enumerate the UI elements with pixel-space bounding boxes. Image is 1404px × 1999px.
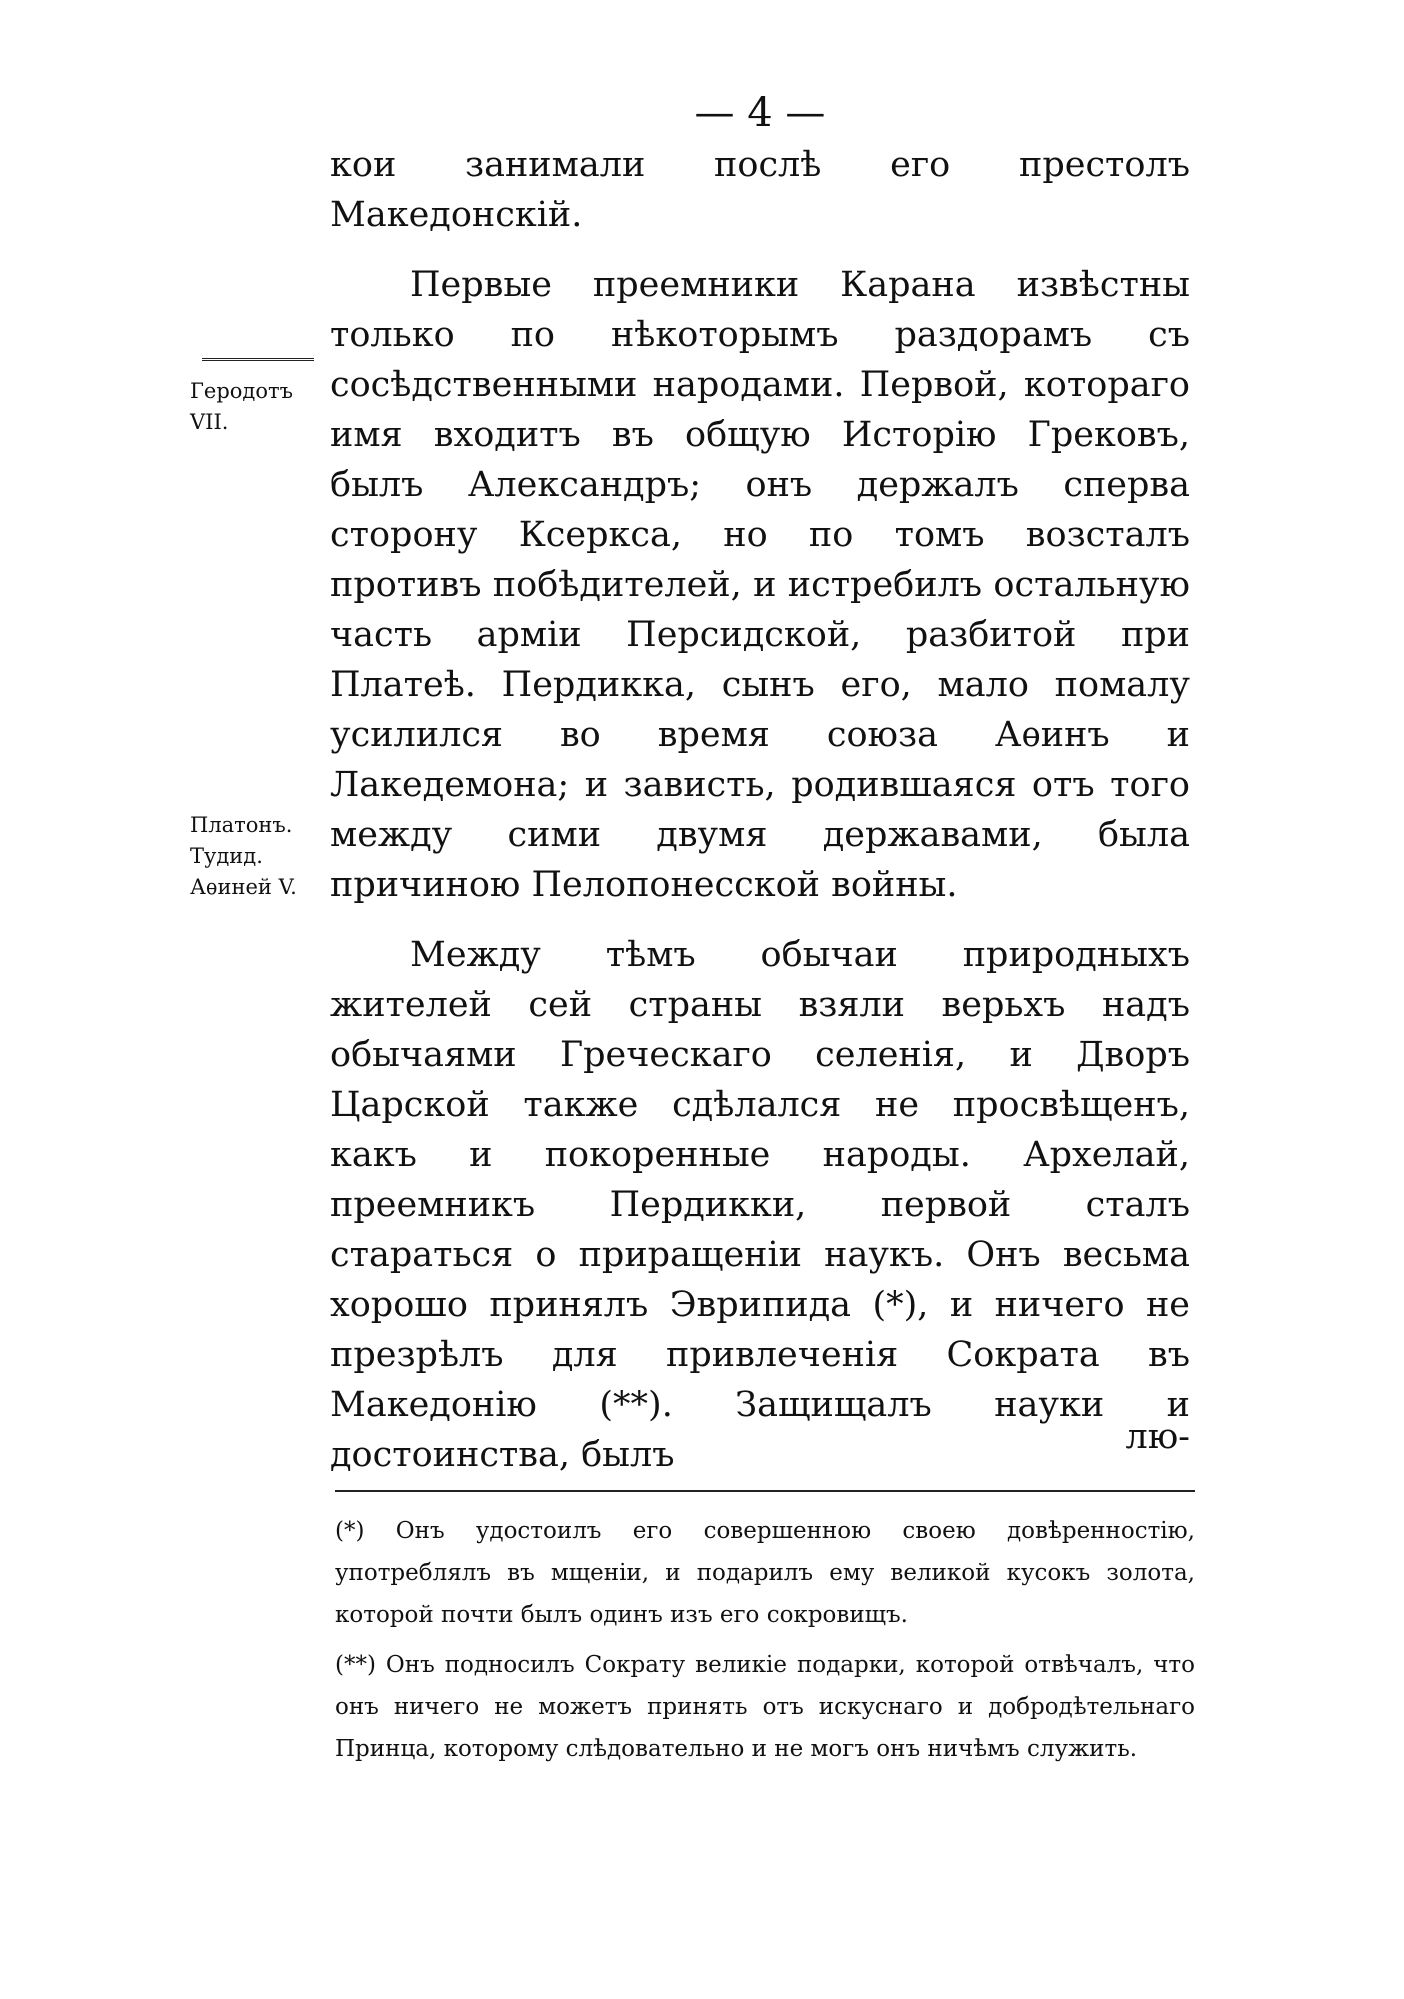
catchword: лю-: [1125, 1417, 1190, 1457]
page-number: — 4 —: [694, 90, 826, 136]
body-text: [330, 140, 1190, 1500]
paragraph: Первые преемники Карана извѣстны только по нѣкоторымъ раздорамъ съ сосѣдственными народами. Первой, котораго имя входитъ въ общую Исторію Грековъ, былъ Александръ; онъ держалъ сперва сторону Ксеркса, но по томъ возсталъ противъ побѣдителей, и истребилъ остальную часть арміи Персидской, разбитой при Платеѣ. Пердикка, сынъ его, мало помалу усилился во время союза Аѳинъ и Лакедемона; и зависть, родившаяся отъ того между сими двумя державами, была причиною Пелопонесской войны.: [330, 265, 1190, 905]
margin-note: Платонъ. Тудид. Аѳиней V.: [190, 813, 297, 899]
margin-rule: [202, 358, 314, 361]
footnote: (**) Онъ подносилъ Сократу великіе подарки, которой отвѣчалъ, что онъ ничего не можетъ принять отъ искуснаго и добродѣтельнаго Принца, которому слѣдовательно и не могъ онъ ничѣмъ служить.: [335, 1652, 1195, 1762]
footnote: (*) Онъ удостоилъ его совершенною своею довѣренностію, употреблялъ въ мщеніи, и подарилъ ему великой кусокъ золота, которой почти былъ одинъ изъ его сокровищъ.: [335, 1518, 1195, 1628]
paragraph: кои занимали послѣ его престолъ Македонскій.: [330, 145, 1190, 235]
paragraph: Между тѣмъ обычаи природныхъ жителей сей страны взяли верьхъ надъ обычаями Греческаго селенія, и Дворъ Царской также сдѣлался не просвѣщенъ, какъ и покоренные народы. Архелай, преемникъ Пердикки, первой сталъ стараться о приращеніи наукъ. Онъ весьма хорошо принялъ Эврипида (*), и ничего не презрѣлъ для привлеченія Сократа въ Македонію (**). Защищалъ науки и достоинства, былъ: [330, 935, 1190, 1475]
footnotes: [335, 1510, 1195, 1778]
footnote-rule: [335, 1490, 1195, 1492]
margin-note: Геродотъ VII.: [190, 379, 293, 434]
